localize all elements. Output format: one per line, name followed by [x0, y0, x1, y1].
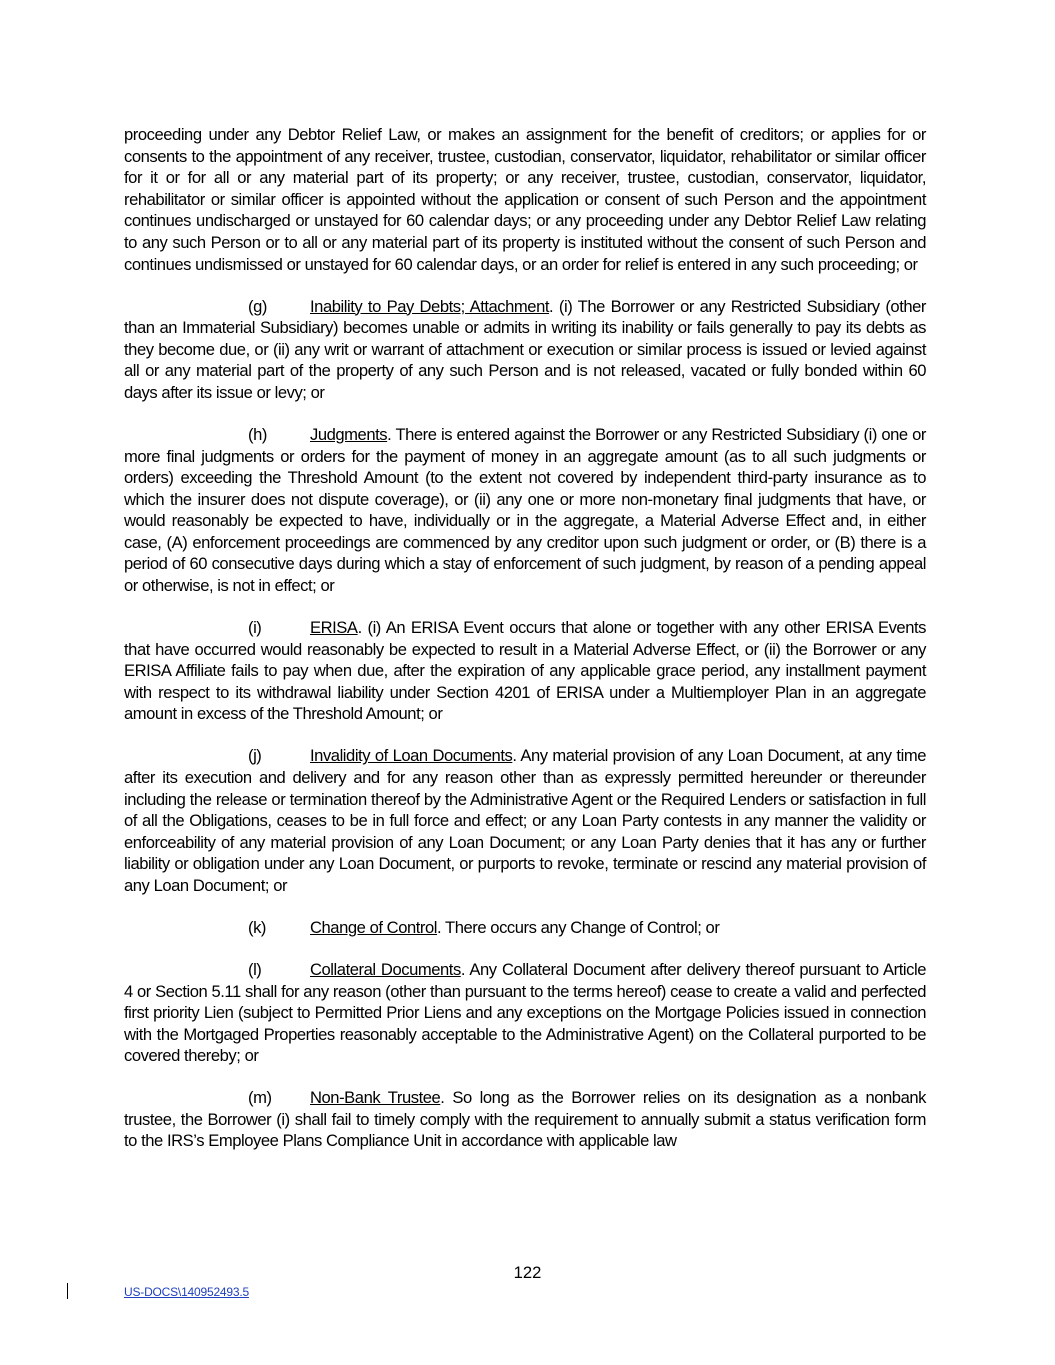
- section-label: (l): [248, 959, 262, 979]
- revision-change-bar: [67, 1283, 68, 1299]
- section-text: . (i) The Borrower or any Restricted Subsidiary (other than an Immaterial Subsidiary) becomes unable or admits in writing its inability or fails generally to pay its debts as they become due, or (ii) any writ or warrant of attachment or execution or similar process is issued or levied against all or any material part of the property of any such Person and is not released, vacated or fully bonded within 60 days after its issue or levy; or: [124, 296, 926, 402]
- section-caption: ERISA: [310, 618, 358, 638]
- section-l: [124, 959, 926, 1067]
- section-text: . So long as the Borrower relies on its designation as a nonbank trustee, the Borrower (i) shall fail to timely comply with the requirement to annually submit a status verification form to the IRS’s Employee Plans Compliance Unit in accordance with applicable law: [124, 1088, 926, 1151]
- section-caption: Inability to Pay Debts; Attachment: [310, 296, 550, 316]
- section-caption: Judgments: [310, 424, 388, 444]
- section-label: (i): [248, 618, 262, 638]
- section-h: [124, 424, 926, 597]
- section-label: (k): [248, 917, 266, 937]
- section-text: . Any material provision of any Loan Document, at any time after its execution and delivery and for any reason other than as expressly permitted hereunder or thereunder including the release or termination thereof by the Administrative Agent or the Required Lenders or satisfaction in full of all the Obligations, ceases to be in full force and effect; or any Loan Party contests in any manner the validity or enforceability of any material provision of any Loan Document; or any Loan Party denies that it has any or further liability or obligation under any Loan Document, or purports to revoke, terminate or rescind any material provision of any Loan Document; or: [124, 746, 926, 895]
- section-m: [124, 1087, 926, 1152]
- section-text: . Any Collateral Document after delivery thereof pursuant to Article 4 or Section 5.11 shall for any reason (other than pursuant to the terms hereof) cease to create a valid and perfected first priority Lien (subject to Permitted Prior Liens and any exceptions on the Mortgage Policies issued in connection with the Mortgaged Properties reasonably acceptable to the Administrative Agent) on the Collateral purported to be covered thereby; or: [124, 959, 926, 1066]
- section-k: [124, 917, 926, 939]
- section-j: [124, 745, 926, 896]
- section-caption: Invalidity of Loan Documents: [310, 746, 513, 766]
- section-caption: Collateral Documents: [310, 959, 461, 979]
- section-caption: Non-Bank Trustee: [310, 1088, 441, 1108]
- section-label: (m): [248, 1088, 272, 1108]
- page-number: 122: [513, 1263, 542, 1282]
- section-label: (g): [248, 296, 267, 316]
- document-body: [124, 124, 926, 1172]
- intro-paragraph: proceeding under any Debtor Relief Law, or makes an assignment for the benefit of creditors; or applies for or consents to the appointment of any receiver, trustee, custodian, conservator, liquidator, rehabilitator or similar officer for it or for all or any material part of its property; or any receiver, trustee, custodian, conservator, liquidator, rehabilitator or similar officer is appointed without the application or consent of such Person and the appointment continues undischarged or unstayed for 60 calendar days; or any proceeding under any Debtor Relief Law relating to any such Person or to all or any material part of its property is instituted without the consent of such Person and continues undismissed or unstayed for 60 calendar days, or an order for relief is entered in any such proceeding; or: [124, 125, 926, 274]
- section-caption: Change of Control: [310, 917, 438, 937]
- section-label: (j): [248, 746, 262, 766]
- section-g: [124, 296, 926, 404]
- section-text: . There is entered against the Borrower or any Restricted Subsidiary (i) one or more final judgments or orders for the payment of money in an aggregate amount (as to all such judgments or orders) exceeding the Threshold Amount (to the extent not covered by independent third-party insurance as to which the insurer does not dispute coverage), or (ii) any one or more non-monetary final judgments that have, or would reasonably be expected to have, individually or in the aggregate, a Material Adverse Effect and, in either case, (A) enforcement proceedings are commenced by any creditor upon such judgment or order, or (B) there is a period of 60 consecutive days during which a stay of enforcement of such judgment, by reason of a pending appeal or otherwise, is not in effect; or: [124, 424, 926, 596]
- section-text: . (i) An ERISA Event occurs that alone or together with any other ERISA Events that have occurred would reasonably be expected to result in a Material Adverse Effect, or (ii) the Borrower or any ERISA Affiliate fails to pay when due, after the expiration of any applicable grace period, any installment payment with respect to its withdrawal liability under Section 4201 of ERISA under a Multiemployer Plan in an aggregate amount in excess of the Threshold Amount; or: [124, 618, 926, 724]
- section-text: . There occurs any Change of Control; or: [437, 917, 720, 937]
- section-i: [124, 617, 926, 725]
- document-id-link[interactable]: US-DOCS\140952493.5: [124, 1285, 249, 1299]
- section-label: (h): [248, 424, 267, 444]
